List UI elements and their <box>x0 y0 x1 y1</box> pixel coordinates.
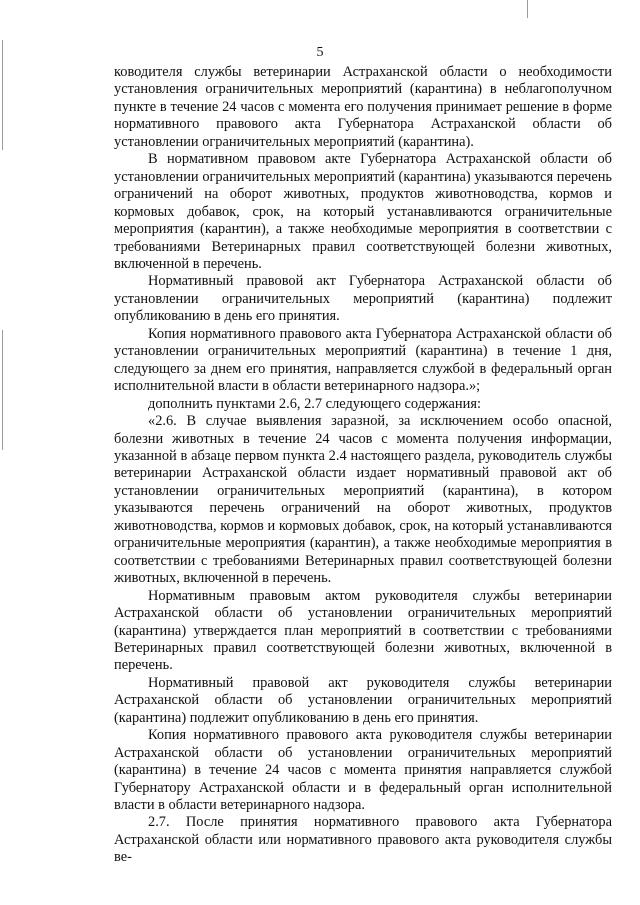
paragraph: дополнить пунктами 2.6, 2.7 следующего содержания: <box>148 395 481 412</box>
paragraph: Нормативный правовой акт руководителя службы ветеринарии Астраханской области об установлении ограничительных мероприятий (карантина) подлежит опубликованию в день его принятия. <box>114 674 612 726</box>
paragraph: В нормативном правовом акте Губернатора Астраханской области об установлении ограничительных мероприятий (карантина) указываются перечень ограничений на оборот животных, продуктов животноводства, кормов и кормовых добавок, срок, на который устанавливаются ограничительные мероприятия (карантин), а также необходимые мероприятия в соответствии с требованиями Ветеринарных правил соответствующей болезни животных, включенной в перечень. <box>114 151 612 272</box>
document-body <box>114 64 612 867</box>
scan-edge-mark <box>527 0 528 18</box>
paragraph: ководителя службы ветеринарии Астраханской области о необходимости установления ограничительных мероприятий (карантина) в неблагополучном пункте в течение 24 часов с момента его получения принимает решение в форме нормативного правового акта Губернатора Астраханской области об установлении ограничительных мероприятий (карантина). <box>114 64 612 150</box>
paragraph: Копия нормативного правового акта Губернатора Астраханской области об установлении ограничительных мероприятий (карантина) в течение 1 дня, следующего за днем его принятия, направляется службой в федеральный орган исполнительной власти в области ветеринарного надзора.»; <box>114 325 612 395</box>
paragraph: «2.6. В случае выявления заразной, за исключением особо опасной, болезни животных в течение 24 часов с момента получения информации, указанной в абзаце первом пункта 2.4 настоящего раздела, руководитель службы ветеринарии Астраханской области издает нормативный правовой акт об установлении ограничительных мероприятий (карантина), в котором указываются перечень ограничений на оборот животных, продуктов животноводства, кормов и кормовых добавок, срок, на который устанавливаются ограничительные мероприятия (карантин), а также необходимые мероприятия в соответствии с требованиями Ветеринарных правил соответствующей болезни животных, включенной в перечень. <box>114 413 612 587</box>
paragraph: Нормативный правовой акт Губернатора Астраханской области об установлении ограничительных мероприятий (карантина) подлежит опубликованию в день его принятия. <box>114 273 612 325</box>
paragraph: Копия нормативного правового акта руководителя службы ветеринарии Астраханской области об установлении ограничительных мероприятий (карантина) в течение 24 часов с момента принятия направляется службой Губернатору Астраханской области и в федеральный орган исполнительной власти в области ветеринарного надзора. <box>114 727 612 814</box>
page-number: 5 <box>316 45 324 60</box>
paragraph: 2.7. После принятия нормативного правового акта Губернатора Астраханской области или нормативного правового акта руководителя службы ве- <box>114 814 612 866</box>
paragraph: Нормативным правовым актом руководителя службы ветеринарии Астраханской области об установлении ограничительных мероприятий (карантина) утверждается план мероприятий в соответствии с требованиями Ветеринарных правил соответствующей болезни животных, включенной в перечень. <box>114 587 612 674</box>
scan-margin-mark <box>2 330 3 450</box>
